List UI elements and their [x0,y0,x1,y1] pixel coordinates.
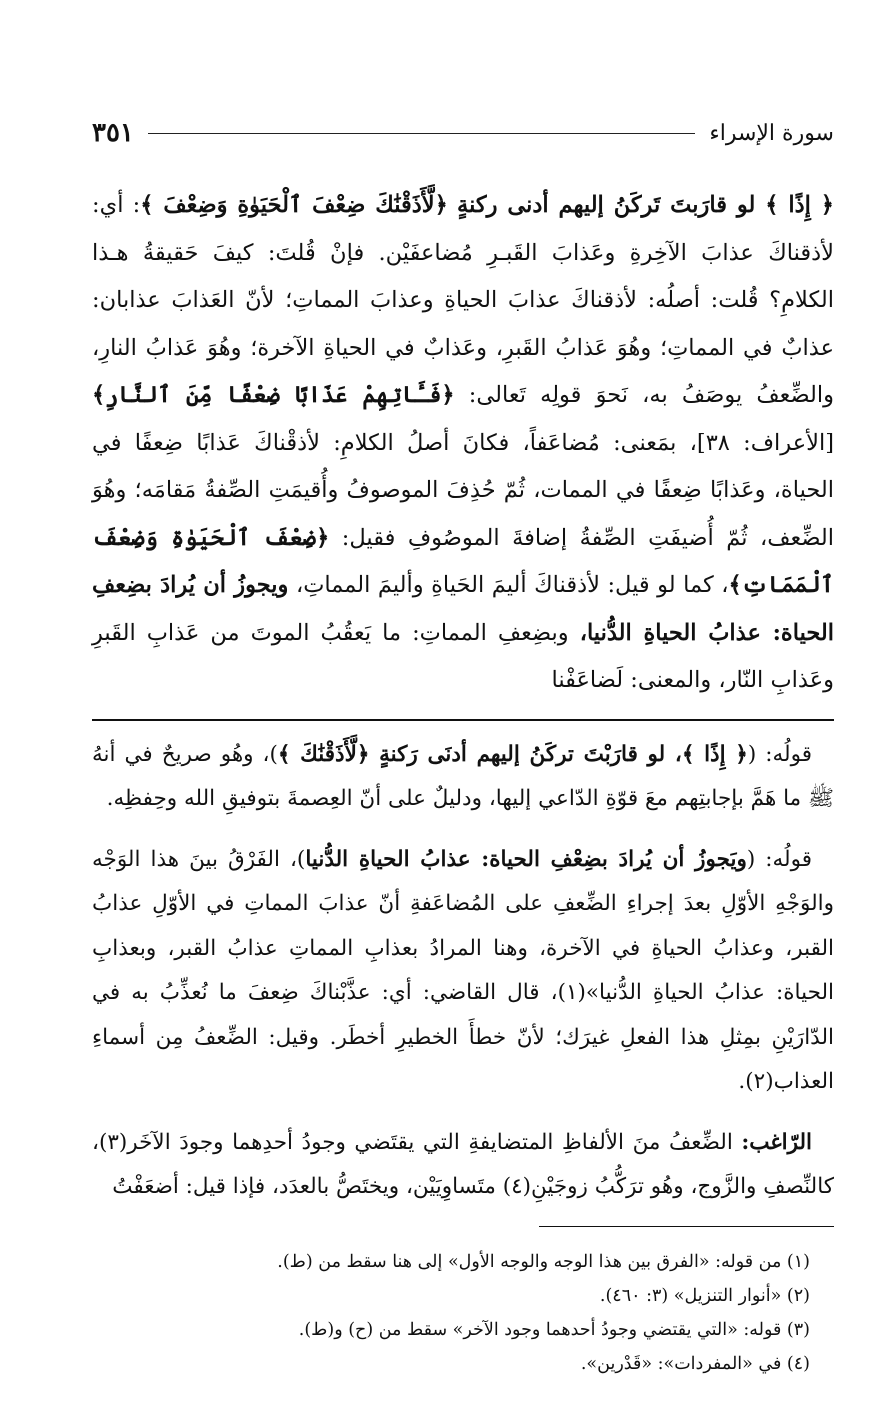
header-rule [148,133,695,134]
main-text-part-3: ، كما لو قيل: لأذقناكَ أليمَ الحَياةِ وأليمَ المماتِ، [295,572,729,598]
commentary-2-lemma: ويَجوزُ أن يُرادَ بضِعْفِ الحياة: عذابُ الحياةِ الدُّنيا [305,846,747,872]
commentary-2-label: قولُه: ( [746,846,812,872]
main-paragraph [92,182,834,705]
page-number: ٣٥١ [92,118,134,148]
commentary [92,733,834,1210]
footnote-1: (١) من قوله: «الفرق بين هذا الوجه والوجه الأول» إلى هنا سقط من (ط). [277,1251,810,1272]
main-text-part-1: : أي: لأذقناكَ عذابَ الآخِرةِ وعَذابَ القَبـرِ مُضاعفَيْن. فإنْ قُلتَ: كيفَ حَقيقةُ هـذا الكلامِ؟ قُلت: أصلُه: لأذقناكَ عذابَ الحياةِ وعذابَ المماتِ؛ لأنّ العَذابَ عذابان: عذابٌ في المماتِ؛ وهُوَ عَذابُ القَبرِ، وعَذابٌ في الحياةِ الآخرة؛ وهُوَ عَذابُ النارِ، والضِّعفُ يوصَفُ به، نَحوَ قولِه تَعالى: [92,192,834,408]
footnote-4: (٤) في «المفردات»: «قَدْرين». [580,1353,810,1374]
surah-title: سورة الإسراء [709,120,834,146]
footnote-2: (٢) «أنوار التنزيل» (٣: ٤٦٠). [599,1285,810,1306]
main-text-part-4: وبضِعفِ المماتِ: ما يَعقُبُ الموتَ من عَذابِ القَبرِ وعَذابِ النّار، والمعنى: لَضاعَفْنا [92,619,834,693]
footnote-3: (٣) قوله: «التي يقتضي وجودُ أحدهما وجود الآخر» سقط من (ح) و(ط). [298,1319,810,1340]
commentary-paragraph-2 [92,838,834,1105]
commentary-2-text: )، الفَرْقُ بينَ هذا الوَجْه والوَجْهِ الأوّلِ بعدَ إجراءِ الضِّعفِ على المُضاعَفةِ أنّ عذابَ المماتِ في الأوّلِ عذابُ القبر، وعذابُ الحياةِ في الآخرة، وهنا المرادُ بعذابِ المماتِ عذابُ القبر، وبعذابِ الحياة: عذابُ الحياةِ الدُّنيا»(١)، قال القاضي: أي: عذَّبْناكَ ضِعفَ ما نُعذِّبُ به في الدّارَيْنِ بمِثلِ هذا الفعلِ غيرَك؛ لأنّ خطأَ الخطيرِ أخطَر. وقيل: الضِّعفُ مِن أسماءِ العذاب(٢). [92,846,834,1094]
footnote-rule [539,1226,834,1227]
book-page [92,110,834,1381]
page-header [92,110,834,156]
commentary-3-text: الضِّعفُ منَ الألفاظِ المتضايفةِ التي يقتَضي وجودُ أحدِهما وجودَ الآخَر(٣)، كالنِّصفِ والزَّوج، وهُو ترَكُّبُ زوجَيْنِ(٤) متَساوِيَيْن، ويختَصُّ بالعدَد، فإذا قيل: أضعَفْتُ [92,1129,834,1199]
section-divider [92,719,834,721]
quran-quote-3: ﴿ضِعْفَ ٱلْحَيَوٰةِ وَضِعْفَ ٱلْمَمَاتِ﴾ [92,524,834,598]
quran-quote-1: ﴿لَّأَذَقْنَٰكَ ضِعْفَ ٱلْحَيَوٰةِ وَضِعْفَ ﴾ [140,192,448,218]
main-text-part-2: [الأعراف: ٣٨]، بمَعنى: مُضاعَفاً، فكانَ أصلُ الكلامِ: لأذقْناكَ عَذابًا ضِعفًا في الحياة، وعَذابًا ضِعفًا في الممات، ثُمّ حُذِفَ الموصوفُ وأُقيمَتِ الصِّفةُ مَقامَه؛ وهُوَ الضِّعف، ثُمّ أُضيفَتِ الصِّفةُ إضافةَ الموصُوفِ فقيل: [92,429,835,551]
commentary-paragraph-3 [92,1121,834,1210]
commentary-1-text: )، وهُو صريحٌ في أنهُ ﷺ ما هَمَّ بإجابتِهم معَ قوّةِ الدّاعي إليها، ودليلٌ على أنّ العِصمةَ بتوفيقِ الله وحِفظِه. [92,741,834,811]
main-lemma: ﴿ إِذًا ﴾ لو قارَبتَ تَركَنُ إليهم أدنى ركنةٍ [457,192,834,218]
commentary-paragraph-1 [92,733,834,822]
commentary-3-lemma: الرّاغب: [741,1129,812,1155]
footnotes [92,1245,834,1381]
commentary-1-label: قولُه: ( [747,741,812,767]
main-bold-phrase: ويجوزُ أن يُرادَ بضِعفِ الحياة: عذابُ الحياةِ الدُّنيا، [92,572,834,646]
commentary-1-lemma: ﴿ إِذًا ﴾، لو قارَبْتَ تركَنُ إليهم أدنَى رَكنةٍ ﴿لَّأَذَقْنَٰكَ ﴾ [277,741,748,767]
quran-quote-2: ﴿فَـَٔاتِهِمْ عَذَابًا ضِعْفًا مِّنَ ٱلنَّارِ﴾ [92,382,455,408]
main-text [92,182,834,705]
